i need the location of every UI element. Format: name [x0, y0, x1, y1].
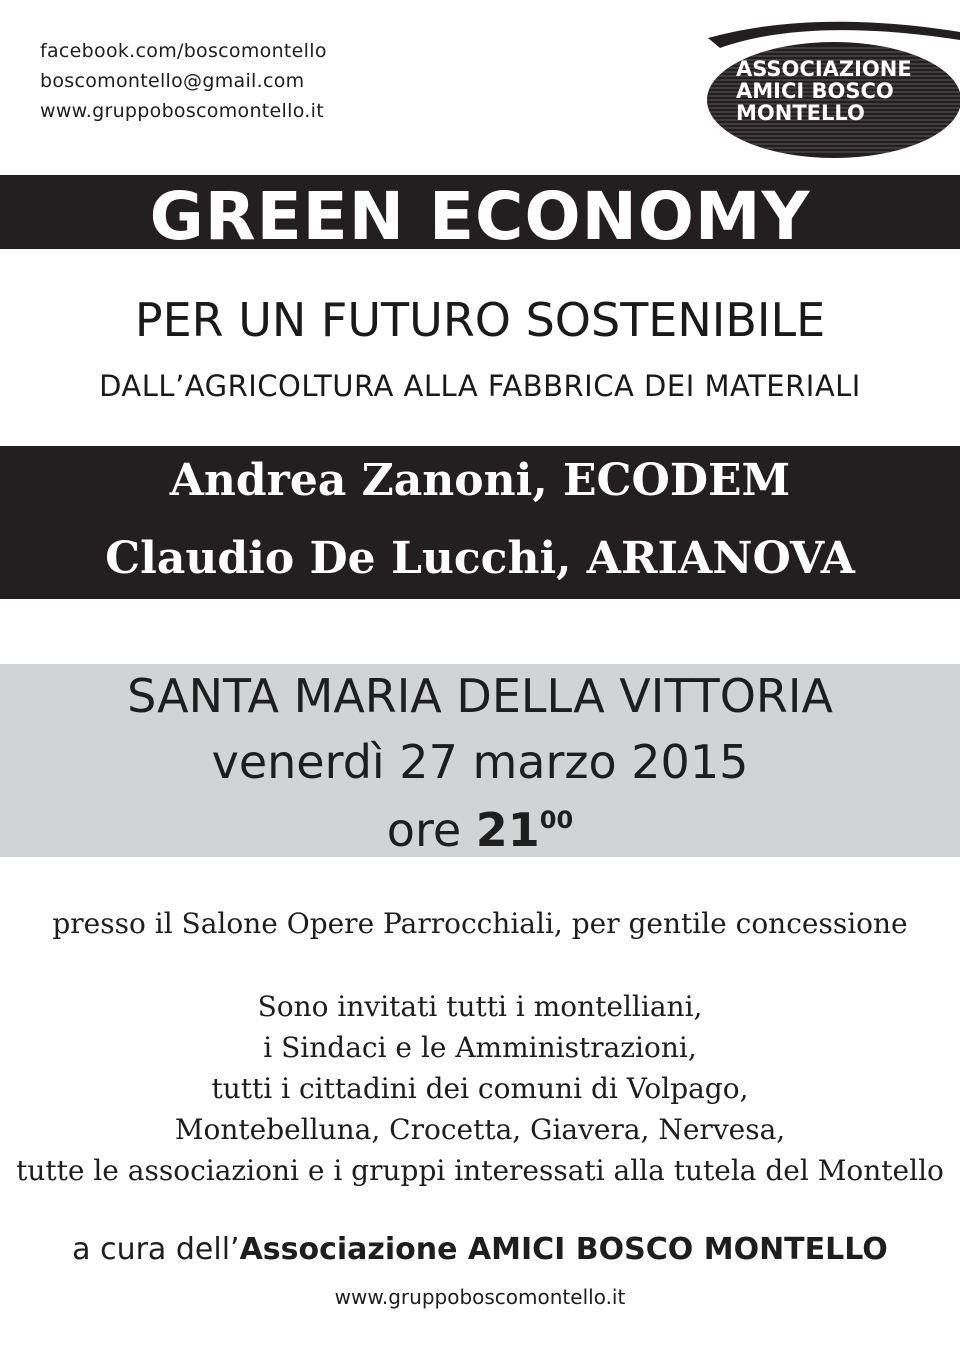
- logo-line-2: AMICI BOSCO: [736, 79, 894, 103]
- curated-by: [0, 1230, 960, 1270]
- invitation-line: tutti i cittadini dei comuni di Volpago,: [211, 1072, 749, 1105]
- event-venue: SANTA MARIA DELLA VITTORIA: [127, 669, 833, 723]
- time-hour: 21: [475, 803, 540, 857]
- speaker-name: Andrea Zanoni, ECODEM: [169, 455, 791, 506]
- event-date: venerdì 27 marzo 2015: [211, 735, 749, 789]
- curated-prefix: a cura dell’: [72, 1232, 240, 1267]
- event-title: GREEN ECONOMY: [149, 178, 811, 249]
- email-link[interactable]: boscomontello@gmail.com: [40, 70, 305, 92]
- location-note: presso il Salone Opere Parrocchiali, per gentile concessione: [52, 907, 908, 940]
- invitation-line: i Sindaci e le Amministrazioni,: [263, 1031, 697, 1064]
- title-clip: [0, 175, 960, 249]
- website-link[interactable]: www.gruppoboscomontello.it: [40, 100, 324, 122]
- invitation-line: Montebelluna, Crocetta, Giavera, Nervesa,: [174, 1113, 786, 1146]
- event-time: [0, 800, 960, 860]
- logo-wordmark: [736, 58, 960, 124]
- event-subtitle: PER UN FUTURO SOSTENIBILE: [134, 293, 826, 347]
- footer-website-link[interactable]: www.gruppoboscomontello.it: [334, 1285, 626, 1309]
- time-prefix: ore: [386, 803, 462, 857]
- invitation-line: tutte le associazioni e i gruppi interessati alla tutela del Montello: [16, 1154, 944, 1187]
- facebook-link[interactable]: facebook.com/boscomontello: [40, 40, 327, 62]
- invitation-line: Sono invitati tutti i montelliani,: [257, 990, 703, 1023]
- contact-info: [40, 36, 327, 126]
- invitation-text: [0, 986, 960, 1191]
- speaker-name: Claudio De Lucchi, ARIANOVA: [105, 533, 855, 584]
- curated-organization: Associazione AMICI BOSCO MONTELLO: [239, 1232, 888, 1267]
- logo-line-3: MONTELLO: [736, 101, 865, 125]
- time-minutes: 00: [539, 806, 574, 834]
- event-tagline: DALL’AGRICOLTURA ALLA FABBRICA DEI MATERIALI: [99, 369, 861, 403]
- logo-line-1: ASSOCIAZIONE: [736, 57, 912, 81]
